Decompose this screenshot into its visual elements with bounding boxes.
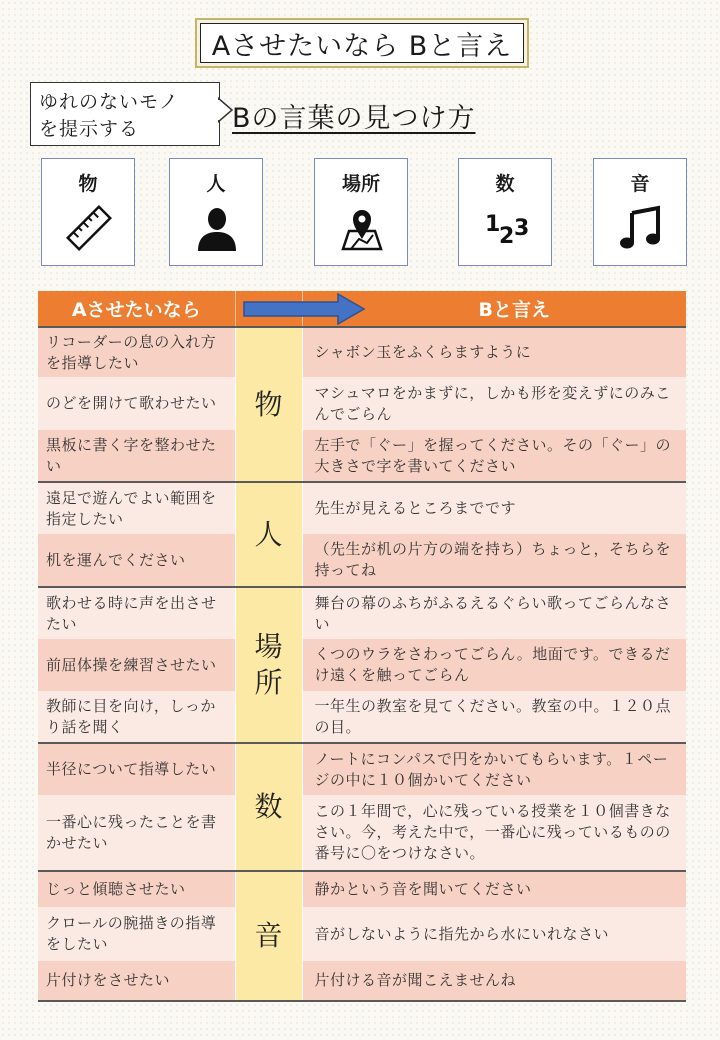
ruler-icon xyxy=(66,205,112,251)
a-cell: 一番心に残ったことを書かせたい xyxy=(38,795,235,871)
a-cell: 教師に目を向け，しっかり話を聞く xyxy=(38,691,235,743)
a-cell: のどを開けて歌わせたい xyxy=(38,377,235,430)
category-box-basho xyxy=(314,158,408,266)
title-box xyxy=(195,18,529,68)
b-cell: 音がしないように指先から水にいれなさい xyxy=(302,907,686,961)
b-cell: ノートにコンパスで円をかいてもらいます。１ページの中に１０個かいてください xyxy=(302,743,686,795)
category-label: 音 xyxy=(630,173,650,195)
callout-box xyxy=(30,82,220,146)
category-cell: 人 xyxy=(235,482,302,587)
category-box-mono xyxy=(41,158,135,266)
page-title: Aさせたいなら Bと言え xyxy=(200,23,524,63)
table-row xyxy=(38,377,686,430)
a-cell: 前屈体操を練習させたい xyxy=(38,639,235,691)
b-cell: この１年間で，心に残っている授業を１０個書きなさい。今，考えた中で，一番心に残っているものの番号に〇をつけなさい。 xyxy=(302,795,686,871)
b-cell: （先生が机の片方の端を持ち）ちょっと，そちらを持ってね xyxy=(302,534,686,587)
a-cell: リコーダーの息の入れ方を指導したい xyxy=(38,327,235,377)
subtitle: Bの言葉の見つけ方 xyxy=(232,103,476,134)
b-cell: くつのウラをさわってごらん。地面です。できるだけ遠くを触ってごらん xyxy=(302,639,686,691)
table-row xyxy=(38,871,686,907)
category-label-line-1: 場 xyxy=(254,630,283,663)
table-row xyxy=(38,907,686,961)
b-cell: 片付ける音が聞こえませんね xyxy=(302,961,686,1001)
category-label: 場所 xyxy=(341,173,380,195)
category-cell xyxy=(235,587,302,743)
svg-text:3: 3 xyxy=(514,216,530,241)
category-label: 数 xyxy=(495,173,515,195)
b-cell: シャボン玉をふくらますように xyxy=(302,327,686,377)
table-row xyxy=(38,639,686,691)
table-row xyxy=(38,430,686,482)
callout-line-1: ゆれのないモノ xyxy=(39,91,179,113)
table-row xyxy=(38,327,686,377)
category-cell: 物 xyxy=(235,327,302,482)
a-cell: 机を運んでください xyxy=(38,534,235,587)
a-cell: 半径について指導したい xyxy=(38,743,235,795)
header-a: Aさせたいなら xyxy=(38,291,235,327)
category-label: 人 xyxy=(206,173,226,195)
category-box-hito xyxy=(169,158,263,266)
table-row xyxy=(38,795,686,871)
a-cell: 片付けをさせたい xyxy=(38,961,235,1001)
a-cell: 遠足で遊んでよい範囲を指定したい xyxy=(38,482,235,534)
header-arrow-cell xyxy=(235,291,302,327)
phrase-table xyxy=(38,291,686,1002)
b-cell: 先生が見えるところまでです xyxy=(302,482,686,534)
right-arrow-icon xyxy=(242,292,368,326)
b-cell: 一年生の教室を見てください。教室の中。１２０点の目。 xyxy=(302,691,686,743)
a-cell: 歌わせる時に声を出させたい xyxy=(38,587,235,639)
table-row xyxy=(38,534,686,587)
music-note-icon xyxy=(618,205,664,251)
a-cell: 黒板に書く字を整わせたい xyxy=(38,430,235,482)
category-label-line-2: 所 xyxy=(254,666,283,699)
map-pin-icon xyxy=(339,205,385,251)
b-cell: 左手で「ぐー」を握ってください。その「ぐー」の大きさで字を書いてください xyxy=(302,430,686,482)
callout-line-2: を提示する xyxy=(39,118,140,140)
a-cell: じっと傾聴させたい xyxy=(38,871,235,907)
table-row xyxy=(38,482,686,534)
numbers-icon xyxy=(483,205,533,251)
person-icon xyxy=(194,205,240,251)
category-label: 物 xyxy=(78,173,98,195)
a-cell: クロールの腕描きの指導をしたい xyxy=(38,907,235,961)
table-row xyxy=(38,587,686,639)
svg-text:1: 1 xyxy=(485,212,501,237)
header-b-label: Bと言え xyxy=(478,299,550,321)
b-cell: マシュマロをかまずに，しかも形を変えずにのみこんでごらん xyxy=(302,377,686,430)
category-cell: 音 xyxy=(235,871,302,1001)
category-cell: 数 xyxy=(235,743,302,871)
b-cell: 舞台の幕のふちがふるえるぐらい歌ってごらんなさい xyxy=(302,587,686,639)
table-row xyxy=(38,743,686,795)
svg-text:2: 2 xyxy=(499,224,515,249)
table-row xyxy=(38,961,686,1001)
category-box-oto xyxy=(593,158,687,266)
table-row xyxy=(38,691,686,743)
b-cell: 静かという音を聞いてください xyxy=(302,871,686,907)
category-box-kazu xyxy=(458,158,552,266)
